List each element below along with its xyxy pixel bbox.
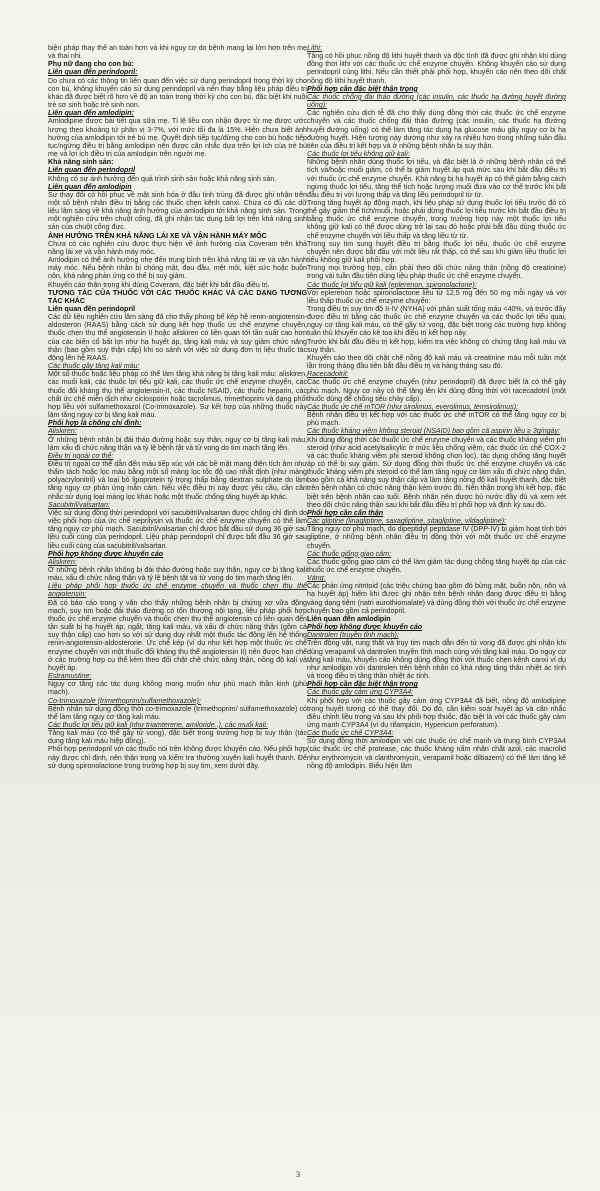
subsection-heading: Liên quan đến amlodipin:	[48, 109, 134, 118]
paragraph: Trong tăng huyết áp động mạch, khi liệu pháp sử dụng thuốc lợi tiểu trước đó có thể gây giảm thể tích/muối, hoặc phải dừng thuốc lợi tiểu trước khi bắt đầu điều trị bằng thuốc ức chế enzyme chuyển, trong trường hợp này một thuốc lợi tiểu không giữ kali có thể được dùng trở lại sau đó hoặc phải bắt đầu dùng thuốc ức chế enzyme chuyển với liều thấp và tăng liều từ từ.	[307, 198, 566, 240]
paragraph: Tăng kali máu (có thể gây tử vong), đặc biệt trong trường hợp bị suy thận (tác dụng tăng kali máu hiệp đồng).	[48, 729, 307, 746]
paragraph: Khuyến cáo thận trọng khi dùng Coveram, đặc biệt khi bắt đầu điều trị.	[48, 280, 270, 289]
paragraph: Những bệnh nhân dùng thuốc lợi tiểu, và đặc biệt là ở những bệnh nhân có thể tích và/hoặc muối giảm, có thể bị giảm huyết áp quá mức sau khi bắt đầu điều trị với thuốc ức chế enzyme chuyển. Khả năng bị hạ huyết áp có thể giảm bằng cách ngừng thuốc lợi tiểu, tăng thể tích hoặc lượng muối đưa vào cơ thể trước khi bắt đầu điều trị với lượng thấp và tăng liều perindopril từ từ.	[307, 158, 566, 199]
chapter-heading: ẢNH HƯỞNG TRÊN KHẢ NĂNG LÁI XE VÀ VẬN HÀNH MÁY MÓC	[48, 231, 267, 240]
paragraph: Tăng có hồi phục nồng độ lithi huyết thanh và độc tính đã được ghi nhận khi dùng đồng thời lithi với các thuốc ức chế enzyme chuyển. Không khuyến cáo sử dụng perindopril cùng lithi. Nếu cần thiết phải phối hợp, khuyến cáo nên theo dõi chặt nồng độ lithi huyết thanh.	[307, 52, 566, 85]
paragraph: Việc sử dụng đồng thời perindopril với sacubitril/valsartan được chống chỉ định do việc phối hợp của ức chế neprilysin và thuốc ức chế enzyme chuyển có thể làm tăng nguy cơ phù mạch. Sacubitril/valsartan chỉ được bắt đầu sử dụng 36 giờ sau liều cuối cùng của perindopril. Liệu pháp perindopril chỉ được bắt đầu 36 giờ sau liều cuối cùng của sacubitril/valsartan.	[48, 508, 307, 550]
paragraph: Tăng nguy cơ phù mạch, do dipeptidyl peptidase IV (DPP-IV) bị giảm hoạt tính bởi gliptine, ở những bệnh nhân điều trị đồng thời với một thuốc ức chế enzyme chuyển.	[307, 525, 566, 550]
item-heading: Các thuốc lợi tiểu giữ kali (eplerenon, spironolactone):	[307, 280, 477, 289]
item-heading: Sacubitril/valsartan:	[48, 500, 110, 509]
subsection-heading: Phối hợp không được khuyến cáo	[48, 549, 164, 558]
item-heading: Các thuốc kháng viêm không steroid (NSAID) bao gồm cả aspirin liều ≥ 3g/ngày:	[307, 427, 561, 436]
subsection-heading: Phối hợp là chống chỉ định:	[48, 419, 142, 428]
paragraph: Ở những bệnh nhân không bị đái tháo đường hoặc suy thận, nguy cơ bị tăng kali máu, xấu đi chức năng thận và tỷ lệ bệnh tật và tử vong do tim mạch tăng lên.	[48, 566, 307, 583]
item-heading: Các thuốc lợi tiểu không giữ kali:	[307, 150, 410, 159]
paragraph: Ở những bệnh nhân bị đái tháo đường hoặc suy thận, nguy cơ bị tăng kali máu, làm xấu đi chức năng thận và tỷ lệ bệnh tật và tử vong do tim mạch tăng lên.	[48, 435, 307, 452]
item-heading: Lithi:	[307, 44, 322, 52]
subsection-heading: Phối hợp cần đặc biệt thận trọng	[307, 680, 418, 689]
subsection-heading: Phối hợp cần cẩn thận	[307, 508, 384, 517]
item-heading: Racecadotril:	[307, 370, 349, 379]
paragraph: Khuyến cáo theo dõi chặt chẽ nồng độ kali máu và creatinine máu mỗi tuần một lần trong tháng đầu tiên bắt đầu điều trị và hàng tháng sau đó.	[307, 353, 566, 371]
paragraph: Trên động vật, rung thất và trụy tim mạch dẫn đến tử vong đã được ghi nhận khi dùng verapamil và dantrolen truyền tĩnh mạch cùng với tăng kali máu. Do nguy cơ tăng kali máu, khuyến cáo không dùng đồng thời với thuốc chẹn kênh canxi ví dụ như amlodipin với dantrolen trên bệnh nhân có khả năng tăng thân nhiệt ác tính và trong điều trị tăng thân nhiệt ác tính.	[307, 639, 566, 681]
item-heading: Aliskiren:	[48, 427, 77, 436]
paragraph: Amlodipine được bài tiết qua sữa mẹ. Tỉ lệ liều con nhận được từ mẹ được ước lượng theo khoảng tứ phân vị 3-7%, với mức tối đa là 15%. Hiện chưa biết ảnh hưởng của amlodipin tới trẻ bú mẹ. Quyết định tiếp tục/dừng cho con bú hoặc tiếp tục/ngừng điều trị bằng amlodipin nên được cân nhắc dựa trên lợi ích của trẻ bú mẹ và lợi ích điều trị của amlodipin trên người mẹ.	[48, 117, 307, 159]
item-heading: Liệu pháp phối hợp thuốc ức chế enzyme chuyển và thuốc chẹn thụ thể angiotensin:	[48, 582, 307, 599]
paragraph: Các dữ liệu nghiên cứu lâm sàng đã cho thấy phong bế kép hệ renin-angiotensin-aldosteron (RAAS) bằng cách sử dụng kết hợp thuốc ức chế enzyme chuyển, thuốc chẹn thụ thể angiotensin II hoặc aliskiren có liên quan tới tần suất cao hơn của các biến cố bất lợi như hạ huyết áp, tăng kali máu và suy giảm chức năng thận (bao gồm suy thận cấp) khi so sánh với việc sử dụng đơn trị liệu thuốc tác động lên hệ RAAS.	[48, 313, 307, 362]
paragraph: Do chưa có các thông tin liên quan đến việc sử dụng perindopril trong thời kỳ cho con bú, không khuyến cáo sử dụng perindopril và nên thay bằng liệu pháp điều trị khác đã được biết rõ hơn về độ an toàn trong thời kỳ cho con bú, đặc biệt khi nuôi trẻ sơ sinh hoặc trẻ sinh non.	[48, 76, 307, 110]
paragraph: Các phản ứng nitritoid (các triệu chứng bao gồm đỏ bừng mặt, buồn nôn, nôn và hạ huyết áp) hiếm khi được ghi nhận trên bệnh nhân đang được điều trị bằng vàng dạng tiêm (natri aurothiomalate) và dùng đồng thời với thuốc ức chế enzyme chuyển bao gồm cả perindopril.	[307, 582, 566, 615]
item-heading: Aliskiren:	[48, 557, 77, 566]
right-column	[307, 44, 566, 1179]
chapter-heading: TƯƠNG TÁC CỦA THUỐC VỚI CÁC THUỐC KHÁC VÀ CÁC DẠNG TƯƠNG TÁC KHÁC	[48, 288, 307, 305]
paragraph: Các nghiên cứu dịch tễ đã cho thấy dùng đồng thời các thuốc ức chế enzyme chuyển và các thuốc chống đái tháo đường (các insulin, các thuốc hạ đường huyết đường uống) có thể làm tăng tác dụng hạ glucose máu gây nguy cơ bị hạ đường huyết. Hiện tượng này dường như xảy ra nhiều hơn trong những tuần đầu tiên của điều trị kết hợp và ở những bệnh nhân bị suy thận.	[307, 109, 566, 150]
paragraph: Bệnh nhân điều trị kết hợp với các thuốc ức chế mTOR có thể tăng nguy cơ bị phù mạch.	[307, 411, 566, 428]
item-heading: Các thuốc ức chế CYP3A4:	[307, 729, 394, 738]
item-heading: Dantrolen (truyền tĩnh mạch):	[307, 631, 399, 640]
subsection-heading: Phối hợp không được khuyến cáo	[307, 623, 423, 632]
paragraph: Sử dụng đồng thời amlodipin với các thuốc ức chế mạnh và trung bình CYP3A4 (các thuốc ức chế protease, các thuốc kháng nấm nhân chất azol, các macrolid như erythromycin và clarithromycin, verapamil hoặc diltiazem) có thể làm tăng kể nồng độ amlodipin. Biểu hiện lâm	[307, 737, 566, 770]
item-heading: Các thuốc chống đái tháo đường (các insulin, các thuốc hạ đường huyết đường uống):	[307, 92, 566, 110]
paragraph: Nguy cơ tăng các tác dụng không mong muốn như phù mạch thần kinh (phù mạch).	[48, 680, 307, 697]
paragraph: Không có sự ảnh hưởng đến quá trình sinh sản hoặc khả năng sinh sản.	[48, 174, 277, 183]
paragraph: Amlodipin có thể ảnh hưởng nhẹ đến trung bình trên khả năng lái xe và vận hành máy móc. Nếu bệnh nhân bị chóng mặt, đau đầu, mệt mỏi, kiệt sức hoặc buồn nôn, khả năng phản ứng có thể bị suy giảm.	[48, 256, 307, 281]
paragraph: Bệnh nhân sử dụng đồng thời co-trimoxazole (trimethoprim/ sulfamethoxazole) có thể làm tăng nguy cơ tăng kali máu.	[48, 704, 307, 721]
paragraph: Chưa có các nghiên cứu được thực hiện về ảnh hưởng của Coveram trên khả năng lái xe và vận hành máy móc.	[48, 239, 307, 256]
paragraph: Sự thay đổi có hồi phục về mặt sinh hóa ở đầu tinh trùng đã được ghi nhận trên một số bệnh nhân điều trị bằng các thuốc chẹn kênh canxi. Chưa có đủ các dữ liệu lâm sàng về khả năng ảnh hưởng của amlodipin tới khả năng sinh sản. Trong một nghiên cứu trên chuột cống, đã ghi nhận tác dụng bất lợi trên khả năng sinh sản của chuột cống đực.	[48, 190, 307, 232]
subsection-heading: Liên quan đến perindopril	[48, 166, 136, 175]
section-heading: Liên quan đến perindopril	[48, 305, 136, 313]
item-heading: Các thuốc giống giao cảm:	[307, 549, 391, 558]
item-heading: Các thuốc gây tăng kali máu:	[48, 362, 140, 371]
paragraph: Điều trị ngoài cơ thể dẫn đến máu tiếp xúc với các bề mặt mang điện tích âm như thẩm tách hoặc lọc máu bằng một số màng lọc tốc độ cao nhất định (như màng polyacrylonitril) và loại bỏ lipoprotein tỷ trọng thấp bằng dextran sulphate do làm tăng nguy cơ phản ứng mẫn cảm. Nếu việc điều trị này được yêu cầu, cần cân nhắc sử dụng loại màng lọc khác hoặc một thuốc chống tăng huyết áp khác.	[48, 459, 307, 501]
left-column	[48, 44, 307, 1154]
item-heading: Các thuốc lợi tiểu giữ kali (như triamterene, amiloride..), các muối kali:	[48, 720, 268, 729]
section-heading: Liên quan đến amlodipin	[307, 614, 391, 623]
paragraph: Phối hợp perindopril với các thuốc nói trên không được khuyến cáo. Nếu phối hợp này được chỉ định, nên thận trọng và kiểm tra thường xuyên kali huyết thanh. Để sử dụng spironolactone trong trường hợp bị suy tim, xem dưới đây.	[48, 745, 307, 770]
subsection-heading: Liên quan đến perindopril:	[48, 68, 138, 77]
paragraph: Trong mọi trường hợp, cần phải theo dõi chức năng thận (nồng độ creatinine) trong vài tuần đầu tiên dùng liệu pháp thuốc ức chế enzyme chuyển.	[307, 264, 566, 281]
item-heading: Các thuốc ức chế mTOR (như sirolimus, everolimus, temsirolimus):	[307, 402, 519, 411]
paragraph: Với eplerenon hoặc spironolactone liều từ 12,5 mg đến 50 mg mỗi ngày và với liều thấp thuốc ức chế enzyme chuyển:	[307, 288, 566, 305]
paragraph: biện pháp thay thế an toàn hơn và khi nguy cơ do bệnh mang lại lớn hơn trên mẹ và thai nhi.	[48, 44, 307, 61]
page-number: 3	[296, 1170, 300, 1179]
paragraph: Đã có báo cáo trong y văn cho thấy những bệnh nhân bị chứng xơ vữa động mạch, suy tim hoặc đái tháo đường có tổn thương nội tạng, liệu pháp phối hợp thuốc ức chế enzyme chuyển và thuốc chẹn thụ thể angiotensin có liên quan đến tần suất bị hạ huyết áp, ngất, tăng kali máu, và xấu đi chức năng thận (gồm cả suy thận cấp) cao hơn so với sử dụng duy nhất một thuốc tác động lên hệ thống renin-angiotensin-aldosterone. Ức chế kép (ví dụ như kết hợp một thuốc ức chế enzyme chuyển với một thuốc đối kháng thụ thể angiotensin II) nên được hạn chế ở các trường hợp cụ thể kèm theo đối chặt chẽ chức năng thận, nồng độ kali và huyết áp.	[48, 598, 307, 672]
paragraph: Các thuốc giống giao cảm có thể làm giảm tác dụng chống tăng huyết áp của các thuốc ức chế enzyme chuyển.	[307, 557, 566, 574]
paragraph: Trong suy tim sung huyết điều trị bằng thuốc lợi tiểu, thuốc ức chế enzyme chuyển nên được bắt đầu với một liều rất thấp, có thể sau khi giảm liều thuốc lợi tiểu không giữ kali phối hợp.	[307, 239, 566, 265]
subsection-heading: Phối hợp cần đặc biệt thận trọng	[307, 84, 418, 93]
paragraph: Các thuốc ức chế enzyme chuyển (như perindopril) đã được biết là có thể gây phù mạch. Nguy cơ này có thể tăng lên khi dùng đồng thời với racecadotril (một thuốc dùng để chống tiêu chảy cấp).	[307, 378, 566, 403]
item-heading: Vàng:	[307, 574, 326, 583]
item-heading: Điều trị ngoài cơ thể:	[48, 451, 114, 460]
paragraph: Trước khi bắt đầu điều trị kết hợp, kiểm tra việc không có chứng tăng kali máu và suy thận.	[307, 337, 566, 354]
item-heading: Estramustine:	[48, 672, 92, 681]
paragraph: Khi phối hợp với các thuốc gây cảm ứng CYP3A4 đã biết, nồng độ amlodipine trong huyết tương có thể thay đổi. Do đó, cần kiểm soát huyết áp và cân nhắc điều chỉnh liều trong và sau khi phối hợp thuốc, đặc biệt là với các thuốc gây cảm ứng mạnh CYP3A4 (ví dụ rifampicin, Hypericum perforatum).	[307, 696, 566, 729]
paragraph: Trong điều trị suy tim độ II-IV (NYHA) với phân suất tống máu <40%, và trước đây được điều trị bằng các thuốc ức chế enzyme chuyển và các thuốc lợi tiểu quai, nguy cơ tăng kali máu, có thể gây tử vong, đặc biệt trong các trường hợp không tuân thủ khuyến cáo kê toa khi điều trị kết hợp này.	[307, 305, 566, 338]
section-heading: Phụ nữ đang cho con bú:	[48, 60, 134, 69]
item-heading: Các gliptine (linagliptine, saxagliptine, sitagliptine, vildagliptine):	[307, 517, 507, 526]
paragraph: Một số thuốc hoặc liệu pháp có thể làm tăng khả năng bị tăng kali máu: aliskiren, các muối kali, các thuốc lợi tiểu giữ kali, các thuốc ức chế enzyme chuyển, các thuốc đối kháng thụ thể angiotensin-II, các thuốc NSAID, các thuốc heparin, các chất ức chế miễn dịch như ciclosporin hoặc tacrolimus, trimethoprim và dạng phối hợp liều với sulfamethoxazol (Co-trimoxazole). Sự kết hợp của những thuốc này làm tăng nguy cơ bị tăng kali máu.	[48, 370, 307, 420]
subsection-heading: Liên quan đến amlodipin	[48, 182, 132, 191]
item-heading: Các thuốc gây cảm ứng CYP3A4:	[307, 688, 414, 697]
paragraph: Khi dùng đồng thời các thuốc ức chế enzyme chuyển và các thuốc kháng viêm phi steroid (như acid acetylsalicylic ở mức liều chống viêm, các thuốc ức chế COX-2 và các thuốc kháng viêm phi steroid không chọn lọc), tác dụng chống tăng huyết áp có thể bị suy giảm. Sử dụng đồng thời thuốc ức chế enzyme chuyển và các thuốc kháng viêm phi steroid có thể làm tăng nguy cơ làm xấu đi chức năng thận, bao gồm cả khả năng suy thận cấp và làm tăng nồng độ kali huyết thanh, đặc biệt trên bệnh nhân có chức năng thận kém trước đó. Nên thận trọng khi kết hợp, đặc biệt trên bệnh nhân cao tuổi. Bệnh nhân nên được bù nước đầy đủ và xem xét theo dõi chức năng thận sau khi bắt đầu điều trị phối hợp và định kỳ sau đó.	[307, 435, 566, 509]
item-heading: Co-trimoxazole (trimethoprim/sulfamethoxazole):	[48, 696, 201, 705]
section-heading: Khả năng sinh sản:	[48, 158, 114, 167]
